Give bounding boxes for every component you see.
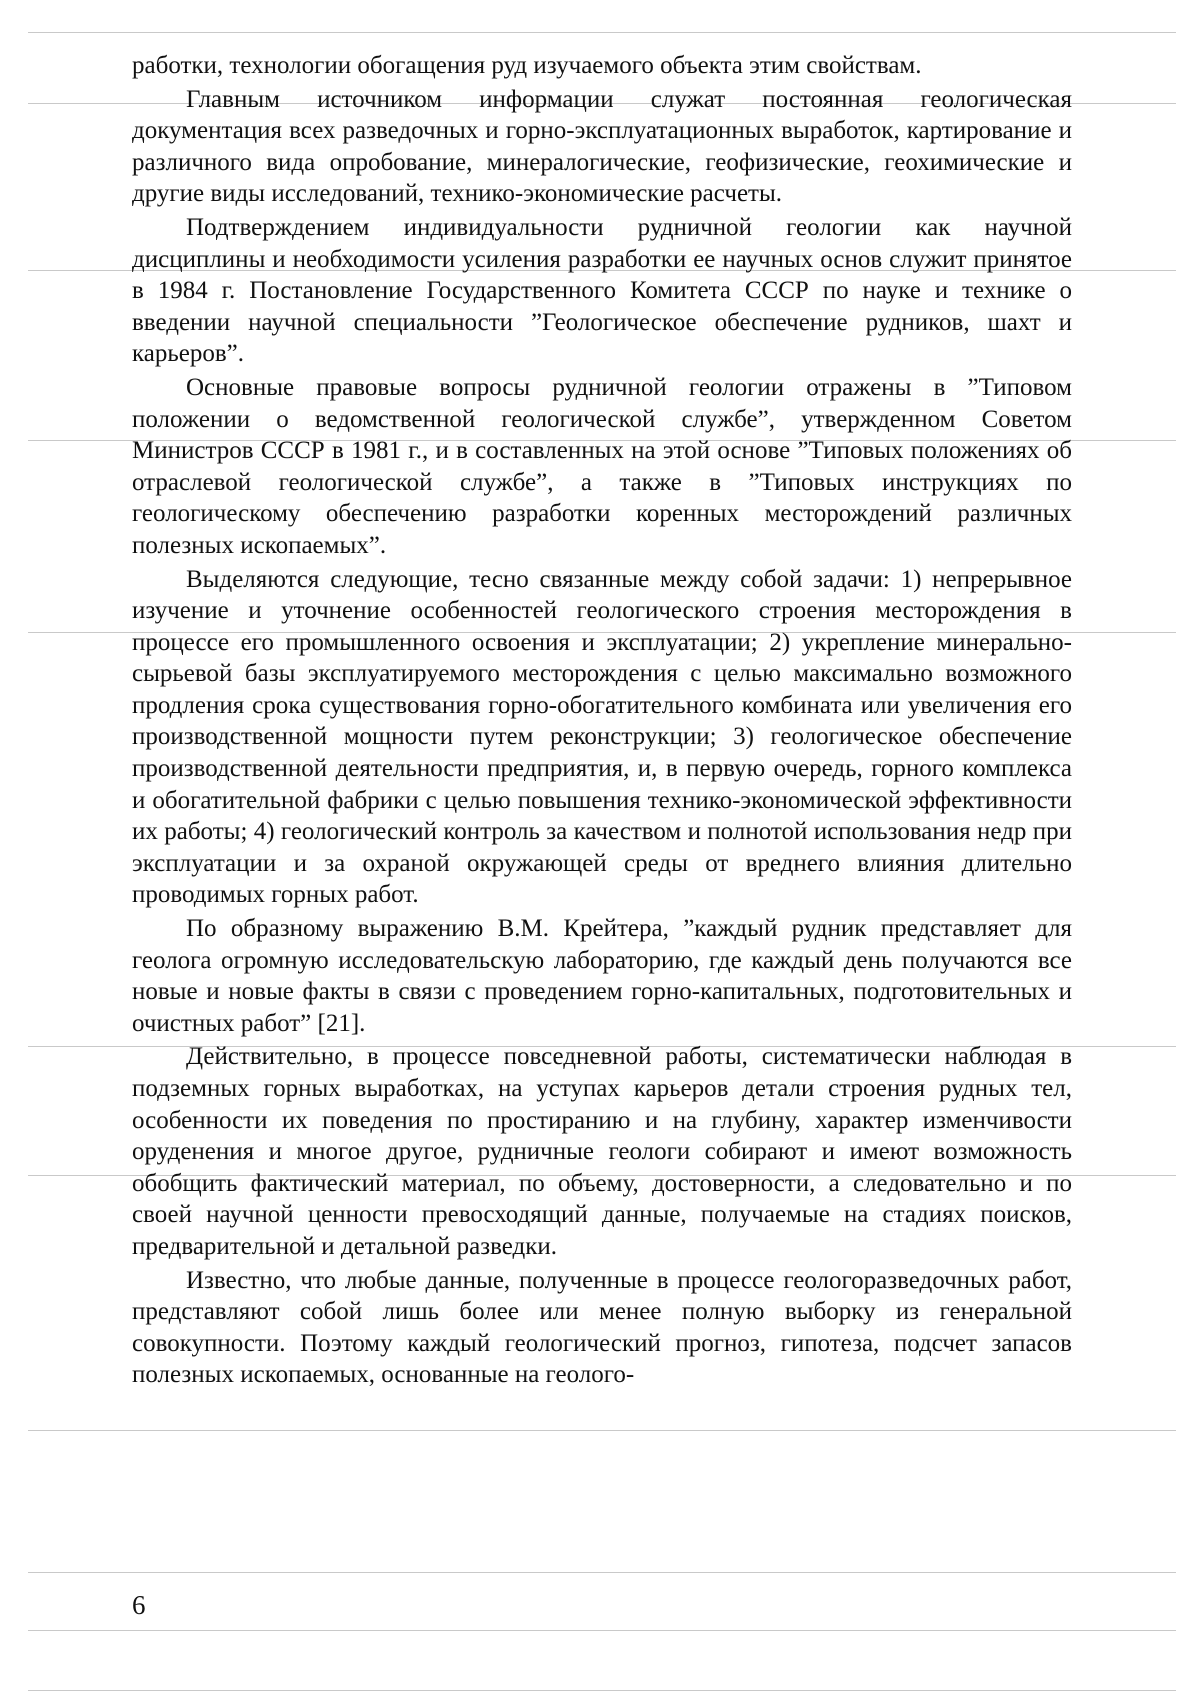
paragraph: По образному выражению В.М. Крейтера, ”каждый рудник представляет для геолога огромную исследовательскую лабораторию, где каждый день получаются все новые и новые факты в связи с проведением горно-капитальных, подготовительных и очистных работ” [21].: [132, 915, 1072, 1037]
paragraph: Известно, что любые данные, полученные в процессе геологоразведочных работ, представляют собой лишь более или менее полную выборку из генеральной совокупности. Поэтому каждый геологический прогноз, гипотеза, подсчет запасов полезных ископаемых, основанные на геолого-: [132, 1266, 1072, 1389]
page-rule: [28, 1690, 1176, 1691]
paragraph: Выделяются следующие, тесно связанные между собой задачи: 1) непрерывное изучение и уточнение особенностей геологического строения месторождения в процессе его промышленного освоения и эксплуатации; 2) укрепление минерально-сырьевой базы эксплуатируемого месторождения с целью максимально возможного продления срока существования горно-обогатительного комбината или увеличения его производственной мощности путем реконструкции; 3) геологическое обеспечение производственной деятельности предприятия, и, в первую очередь, горного комплекса и обогатительной фабрики с целью повышения технико-экономической эффективности их работы; 4) геологический контроль за качеством и полнотой использования недр при эксплуатации и за охраной окружающей среды от вреднего влияния длительно проводимых горных работ.: [132, 565, 1072, 909]
page-rule: [28, 1630, 1176, 1631]
paragraph: Главным источником информации служат постоянная геологическая документация всех разведочных и горно-эксплуатационных выработок, картирование и различного вида опробование, минералогические, геофизические, геохимические и другие виды исследований, технико-экономические расчеты.: [132, 85, 1072, 208]
body-text: [132, 50, 1072, 1393]
page-rule: [28, 1430, 1176, 1431]
paragraph: работки, технологии обогащения руд изучаемого объекта этим свойствам.: [132, 52, 922, 79]
paragraph: Действительно, в процессе повседневной работы, систематически наблюдая в подземных горных выработках, на уступах карьеров детали строения рудных тел, особенности их поведения по простиранию и на глубину, характер изменчивости оруденения и многое другое, рудничные геологи собирают и имеют возможность обобщить фактический материал, по объему, достоверности, а следовательно и по своей научной ценности превосходящий данные, получаемые на стадиях поисков, предварительной и детальной разведки.: [132, 1043, 1072, 1260]
page-rule: [28, 1572, 1176, 1573]
paragraph: Основные правовые вопросы рудничной геологии отражены в ”Типовом положении о ведомственной геологической службе”, утвержденном Советом Министров СССР в 1981 г., и в составленных на этой основе ”Типовых положениях об отраслевой геологической службе”, а также в ”Типовых инструкциях по геологическому обеспечению разработки коренных месторождений различных полезных ископаемых”.: [132, 373, 1072, 559]
page-number: 6: [132, 1590, 146, 1620]
page-rule: [28, 32, 1176, 33]
paragraph: Подтверждением индивидуальности рудничной геологии как научной дисциплины и необходимости усиления разработки ее научных основ служит принятое в 1984 г. Постановление Государственного Комитета СССР по науке и технике о введении научной специальности ”Геологическое обеспечение рудников, шахт и карьеров”.: [132, 213, 1072, 368]
